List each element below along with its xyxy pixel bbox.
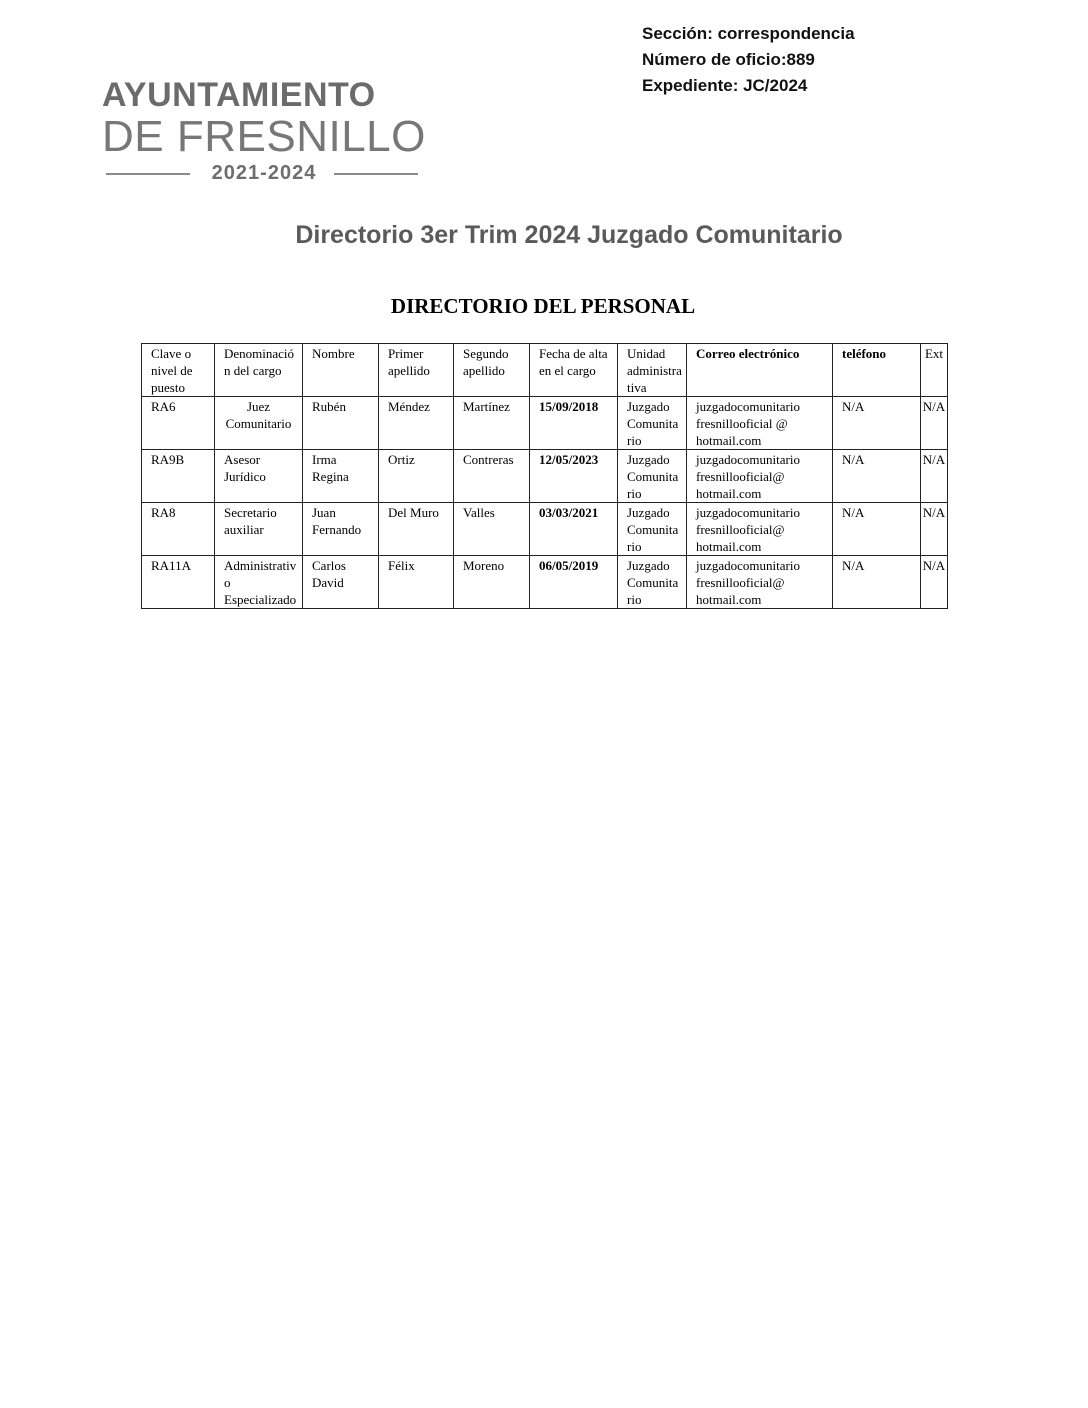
- cell-segundo-apellido: Contreras: [454, 450, 530, 503]
- cell-clave: RA11A: [142, 556, 215, 609]
- cell-segundo-apellido: Valles: [454, 503, 530, 556]
- personnel-directory-table: [141, 343, 948, 609]
- header-ext: Ext: [921, 344, 948, 397]
- header-primer-apellido: Primer apellido: [379, 344, 454, 397]
- header-unidad: Unidad administrativa: [618, 344, 687, 397]
- cell-telefono: N/A: [833, 556, 921, 609]
- cell-nombre: Carlos David: [303, 556, 379, 609]
- cell-telefono: N/A: [833, 397, 921, 450]
- file-number: Expediente: JC/2024: [642, 76, 808, 95]
- table-row: [142, 450, 948, 503]
- cell-cargo: Secretario auxiliar: [215, 503, 303, 556]
- ayuntamiento-logo: [102, 76, 426, 188]
- cell-correo: juzgadocomunitario fresnillooficial@ hotmail.com: [687, 556, 833, 609]
- document-title: Directorio 3er Trim 2024 Juzgado Comunitario: [295, 221, 843, 249]
- cell-unidad: Juzgado Comunitario: [618, 503, 687, 556]
- cell-correo: juzgadocomunitario fresnillooficial@ hotmail.com: [687, 450, 833, 503]
- header-telefono: teléfono: [833, 344, 921, 397]
- cell-primer-apellido: Félix: [379, 556, 454, 609]
- cell-fecha: 12/05/2023: [530, 450, 618, 503]
- cell-unidad: Juzgado Comunitario: [618, 450, 687, 503]
- cell-primer-apellido: Méndez: [379, 397, 454, 450]
- cell-fecha: 15/09/2018: [530, 397, 618, 450]
- office-number: Número de oficio:889: [642, 50, 815, 69]
- table-row: [142, 503, 948, 556]
- logo-text-fresnillo: DE FRESNILLO: [102, 112, 426, 161]
- cell-segundo-apellido: Moreno: [454, 556, 530, 609]
- cell-ext: N/A: [921, 397, 948, 450]
- header-segundo-apellido: Segundo apellido: [454, 344, 530, 397]
- cell-primer-apellido: Ortiz: [379, 450, 454, 503]
- section-label: Sección: correspondencia: [642, 24, 855, 43]
- header-correo: Correo electrónico: [687, 344, 833, 397]
- header-cargo: Denominación del cargo: [215, 344, 303, 397]
- logo-text-ayuntamiento: AYUNTAMIENTO: [102, 76, 376, 114]
- cell-unidad: Juzgado Comunitario: [618, 397, 687, 450]
- cell-fecha: 06/05/2019: [530, 556, 618, 609]
- cell-cargo: Administrativo Especializado: [215, 556, 303, 609]
- cell-clave: RA6: [142, 397, 215, 450]
- table-row: [142, 556, 948, 609]
- table-header-row: [142, 344, 948, 397]
- cell-nombre: Irma Regina: [303, 450, 379, 503]
- cell-ext: N/A: [921, 503, 948, 556]
- cell-correo: juzgadocomunitario fresnillooficial @ hotmail.com: [687, 397, 833, 450]
- cell-primer-apellido: Del Muro: [379, 503, 454, 556]
- cell-ext: N/A: [921, 556, 948, 609]
- cell-ext: N/A: [921, 450, 948, 503]
- logo-rule-left: [106, 173, 190, 175]
- cell-nombre: Juan Fernando: [303, 503, 379, 556]
- section-title: DIRECTORIO DEL PERSONAL: [390, 294, 696, 318]
- cell-telefono: N/A: [833, 503, 921, 556]
- header-nombre: Nombre: [303, 344, 379, 397]
- document-header-info: [642, 21, 855, 99]
- header-fecha: Fecha de alta en el cargo: [530, 344, 618, 397]
- logo-rule-right: [334, 173, 418, 175]
- logo-years-row: [106, 162, 418, 184]
- cell-fecha: 03/03/2021: [530, 503, 618, 556]
- logo-years: 2021-2024: [211, 162, 317, 184]
- cell-unidad: Juzgado Comunitario: [618, 556, 687, 609]
- cell-clave: RA9B: [142, 450, 215, 503]
- cell-nombre: Rubén: [303, 397, 379, 450]
- cell-clave: RA8: [142, 503, 215, 556]
- cell-cargo: Asesor Jurídico: [215, 450, 303, 503]
- table-row: [142, 397, 948, 450]
- cell-cargo: Juez Comunitario: [215, 397, 303, 450]
- header-clave: Clave o nivel de puesto: [142, 344, 215, 397]
- cell-telefono: N/A: [833, 450, 921, 503]
- cell-correo: juzgadocomunitario fresnillooficial@ hotmail.com: [687, 503, 833, 556]
- cell-segundo-apellido: Martínez: [454, 397, 530, 450]
